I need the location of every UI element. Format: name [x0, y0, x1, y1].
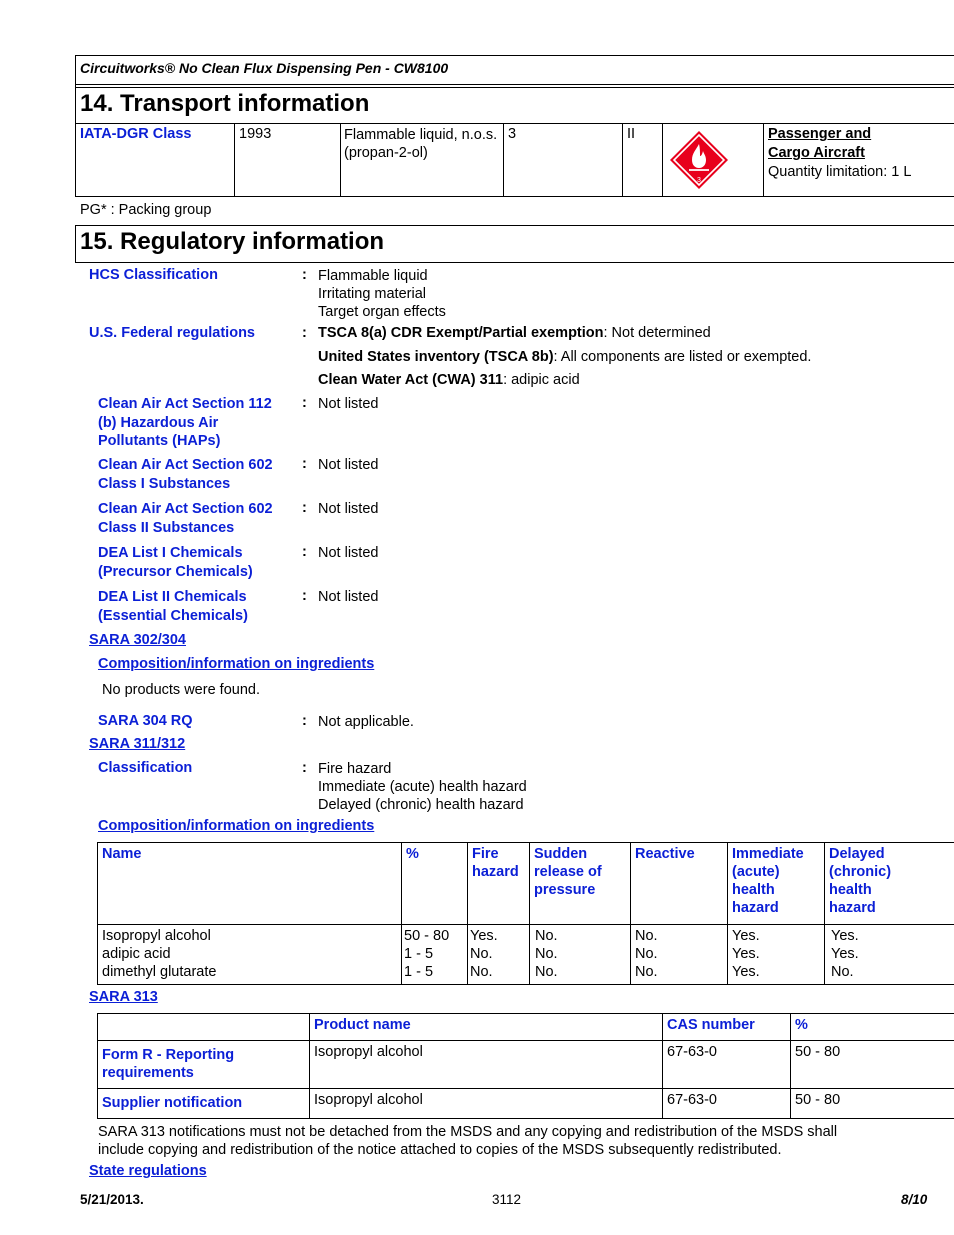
label-line: (Precursor Chemicals): [98, 563, 253, 580]
header-bottom-rule: [75, 84, 954, 85]
note-line: include copying and redistribution of the notice attached to copies of the MSDS subsequently redistributed.: [98, 1142, 782, 1158]
section14-title-bottom-rule: [75, 123, 954, 124]
col-header-delayed: [825, 843, 954, 925]
clean-air-act-602-class2-value: Not listed: [318, 501, 379, 517]
footer-page-number: 8/10: [901, 1192, 928, 1207]
label-line: Pollutants (HAPs): [98, 433, 221, 449]
dea-list-1-value: Not listed: [318, 545, 379, 561]
tsca-8b-label: United States inventory (TSCA 8b): [318, 349, 554, 365]
classification-label: Classification: [98, 760, 193, 776]
tsca-8a-line: [318, 325, 711, 341]
header-text: Sudden: [534, 846, 588, 862]
cell-text: Yes.: [831, 946, 859, 962]
dea-list-2-value: Not listed: [318, 589, 379, 605]
footer-date: 5/21/2013.: [80, 1192, 144, 1207]
label-line: requirements: [102, 1065, 194, 1081]
cwa-311-line: [318, 372, 580, 388]
hcs-value: Irritating material: [318, 286, 426, 302]
tsca-8b-line: [318, 349, 811, 365]
sara-311-hazard-table: [97, 842, 954, 985]
header-text: hazard: [472, 864, 519, 880]
cell-reactive: [631, 925, 728, 985]
header-text: Reactive: [635, 846, 695, 862]
sara-311-composition-link[interactable]: Composition/information on ingredients: [98, 818, 375, 834]
header-top-rule: [75, 55, 954, 56]
label-line: DEA List II Chemicals: [98, 589, 247, 605]
cell-text: No.: [535, 946, 558, 962]
cell-product: Isopropyl alcohol: [310, 1041, 663, 1089]
state-regulations-heading: State regulations: [89, 1163, 207, 1179]
dea-list-1-label: [98, 544, 298, 581]
cell-immediate: [728, 925, 825, 985]
cell-text: Yes.: [831, 928, 859, 944]
table-row: [98, 1041, 954, 1089]
aircraft-title-line1: Passenger and: [768, 126, 872, 142]
footer-doc-number: 3112: [492, 1192, 522, 1207]
clean-air-act-602-class1-value: Not listed: [318, 457, 379, 473]
label-line: Class I Substances: [98, 475, 231, 492]
section15-title-left-rule: [75, 225, 76, 262]
list-colon: :: [302, 395, 307, 411]
header-text: (acute): [732, 864, 780, 880]
sara-313-note: [98, 1123, 837, 1159]
hcs-values: [318, 267, 446, 321]
cell-delayed: [825, 925, 954, 985]
cell-text: Yes.: [470, 928, 498, 944]
col-header-name: [98, 843, 402, 925]
cell-names: [98, 925, 402, 985]
classification-values: [318, 760, 527, 814]
rq-colon: :: [302, 713, 307, 729]
header-text: CAS number: [667, 1017, 755, 1033]
no-products-message: No products were found.: [102, 682, 260, 698]
cell-sudden: [530, 925, 631, 985]
hcs-classification-label: HCS Classification: [89, 267, 218, 283]
list-colon: :: [302, 588, 307, 604]
section15-title: 15. Regulatory information: [80, 228, 385, 255]
section15-title-top-rule: [75, 225, 954, 226]
cell-text: 50 - 80: [404, 928, 450, 944]
transport-col-divider: [234, 123, 235, 196]
cell-cas: 67-63-0: [663, 1089, 791, 1119]
blank-header-cell: [98, 1014, 310, 1041]
transport-row-bottom-rule: [75, 196, 954, 197]
cell-text: Yes.: [732, 928, 760, 944]
cell-fire: [468, 925, 530, 985]
flammable-liquid-diamond-icon: [669, 130, 729, 190]
label-line: (b) Hazardous Air: [98, 414, 219, 431]
quantity-limitation: Quantity limitation: 1 L: [768, 164, 912, 180]
cell-text: No.: [635, 964, 658, 980]
header-text: Immediate: [732, 846, 804, 862]
cell-text: 1 - 5: [404, 964, 434, 980]
cell-text: 1 - 5: [404, 946, 434, 962]
sara-304-rq-value: Not applicable.: [318, 714, 414, 730]
header-text: %: [795, 1017, 808, 1033]
header-text: hazard: [829, 900, 876, 916]
transport-col-divider: [340, 123, 341, 196]
classification-value: Immediate (acute) health hazard: [318, 779, 527, 795]
label-line: Clean Air Act Section 112: [98, 396, 272, 412]
transport-col-divider: [662, 123, 663, 196]
table-header-row: [98, 843, 954, 925]
hcs-colon: :: [302, 267, 307, 283]
cell-text: dimethyl glutarate: [102, 964, 217, 980]
col-header-product-name: [310, 1014, 663, 1041]
sara-302-composition-link[interactable]: Composition/information on ingredients: [98, 656, 375, 672]
list-colon: :: [302, 500, 307, 516]
label-line: Class II Substances: [98, 519, 235, 536]
list-colon: :: [302, 544, 307, 560]
header-text: release of: [534, 864, 602, 880]
col-header-cas-number: [663, 1014, 791, 1041]
col-header-percent: [791, 1014, 954, 1041]
cell-text: No.: [635, 928, 658, 944]
label-line: (Essential Chemicals): [98, 607, 248, 624]
sara-304-rq-label: SARA 304 RQ: [98, 713, 193, 729]
table-row: [98, 925, 954, 985]
sara-313-heading: SARA 313: [89, 989, 158, 1005]
tsca-8a-value: : Not determined: [603, 325, 711, 341]
header-text: Name: [102, 846, 142, 862]
col-header-fire-hazard: [468, 843, 530, 925]
table-row: [98, 1089, 954, 1119]
cell-text: Isopropyl alcohol: [102, 928, 211, 944]
clean-air-act-602-class2-label: [98, 500, 298, 537]
cwa-311-label: Clean Water Act (CWA) 311: [318, 372, 504, 388]
cell-text: Yes.: [732, 964, 760, 980]
header-text: (chronic): [829, 864, 892, 880]
header-left-rule: [75, 55, 76, 196]
header-text: Fire: [472, 846, 499, 862]
cell-text: adipic acid: [102, 946, 171, 962]
label-line: Clean Air Act Section 602: [98, 457, 273, 473]
list-colon: :: [302, 456, 307, 472]
svg-text:3: 3: [697, 177, 701, 184]
un-number: 1993: [239, 126, 272, 142]
cell-percents: [402, 925, 468, 985]
classification-value: Delayed (chronic) health hazard: [318, 797, 524, 813]
us-federal-regulations-label: U.S. Federal regulations: [89, 325, 255, 341]
section15-title-bottom-rule: [75, 262, 954, 263]
aircraft-title-line2: Cargo Aircraft: [768, 145, 865, 161]
header-text: hazard: [732, 900, 779, 916]
product-title: Circuitworks® No Clean Flux Dispensing Pen - CW8100: [80, 60, 449, 76]
cell-text: No.: [470, 946, 493, 962]
header-text: pressure: [534, 882, 596, 898]
classification-colon: :: [302, 760, 307, 776]
sara-311-312-heading: SARA 311/312: [89, 736, 186, 752]
col-header-reactive: [631, 843, 728, 925]
section14-title: 14. Transport information: [80, 90, 370, 117]
cell-text: No.: [635, 946, 658, 962]
packing-group-footnote: PG* : Packing group: [80, 202, 212, 218]
clean-air-act-112-value: Not listed: [318, 396, 379, 412]
federal-colon: :: [302, 325, 307, 341]
iata-dgr-class-label: IATA-DGR Class: [80, 126, 192, 142]
cell-text: No.: [535, 964, 558, 980]
cell-text: Yes.: [732, 946, 760, 962]
transport-hazard-class: 3: [508, 126, 517, 142]
cell-cas: 67-63-0: [663, 1041, 791, 1089]
header-text: health: [732, 882, 775, 898]
dea-list-2-label: [98, 588, 298, 625]
cwa-311-value: : adipic acid: [503, 372, 580, 388]
clean-air-act-112-label: [98, 395, 298, 451]
header-text: Delayed: [829, 846, 885, 862]
cell-text: No.: [470, 964, 493, 980]
cell-product: Isopropyl alcohol: [310, 1089, 663, 1119]
header-text: health: [829, 882, 872, 898]
transport-col-divider: [622, 123, 623, 196]
cell-text: No.: [831, 964, 854, 980]
cell-text: No.: [535, 928, 558, 944]
col-header-percent: [402, 843, 468, 925]
label-line: Clean Air Act Section 602: [98, 501, 273, 517]
table-header-row: [98, 1014, 954, 1041]
packing-group-value: II: [627, 126, 636, 142]
row-label-supplier-notification: Supplier notification: [98, 1089, 310, 1119]
header-text: Product name: [314, 1017, 411, 1033]
transport-col-divider: [503, 123, 504, 196]
col-header-immediate: [728, 843, 825, 925]
note-line: SARA 313 notifications must not be detached from the MSDS and any copying and redistribution of the MSDS shall: [98, 1124, 838, 1140]
tsca-8a-label: TSCA 8(a) CDR Exempt/Partial exemption: [318, 325, 604, 341]
label-line: DEA List I Chemicals: [98, 545, 243, 561]
tsca-8b-value: : All components are listed or exempted.: [553, 349, 812, 365]
label-line: Form R - Reporting: [102, 1047, 235, 1063]
sara-313-table: [97, 1013, 954, 1119]
section14-title-top-rule: [75, 87, 954, 88]
classification-value: Fire hazard: [318, 761, 392, 777]
cell-percent: 50 - 80: [791, 1089, 954, 1119]
sara-302-304-heading: SARA 302/304: [89, 632, 186, 648]
header-text: %: [406, 846, 419, 862]
hcs-value: Flammable liquid: [318, 268, 428, 284]
proper-shipping-name: Flammable liquid, n.o.s. (propan-2-ol): [344, 127, 498, 161]
row-label-form-r: [98, 1041, 310, 1089]
col-header-sudden-release: [530, 843, 631, 925]
cell-percent: 50 - 80: [791, 1041, 954, 1089]
clean-air-act-602-class1-label: [98, 456, 298, 493]
transport-col-divider: [763, 123, 764, 196]
hcs-value: Target organ effects: [318, 304, 446, 320]
